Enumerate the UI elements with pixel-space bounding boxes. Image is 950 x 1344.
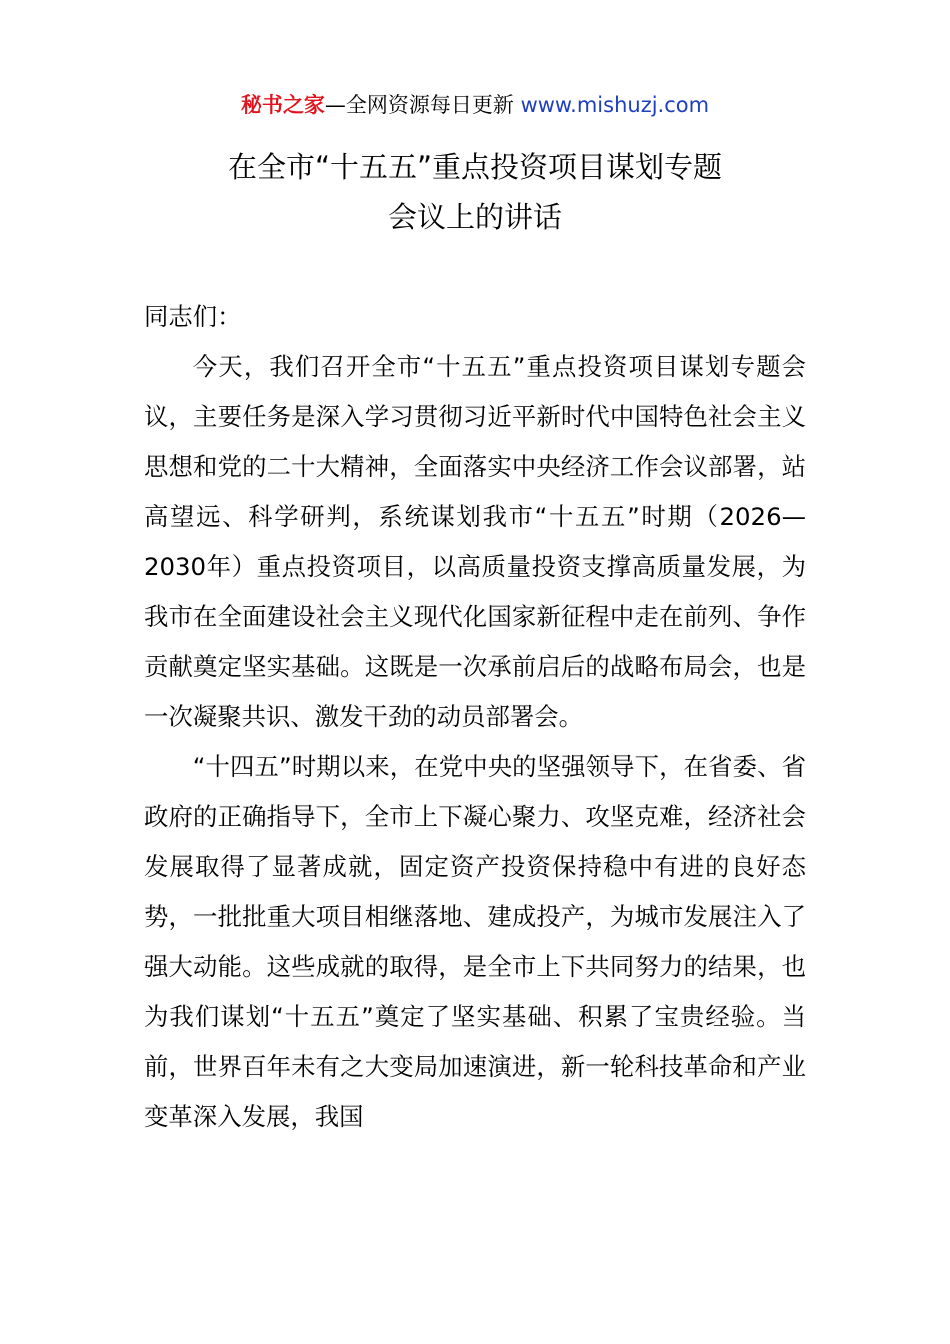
title-line-2: 会议上的讲话: [387, 200, 562, 234]
document-title: [0, 142, 950, 242]
header-tagline: —全网资源每日更新: [324, 93, 521, 117]
paragraph-2: “十四五”时期以来，在党中央的坚强领导下，在省委、省政府的正确指导下，全市上下凝心聚力、攻坚克难，经济社会发展取得了显著成就，固定资产投资保持稳中有进的良好态势，一批批重大项目相继落地、建成投产，为城市发展注入了强大动能。这些成就的取得，是全市上下共同努力的结果，也为我们谋划“十五五”奠定了坚实基础、积累了宝贵经验。当前，世界百年未有之大变局加速演进，新一轮科技革命和产业变革深入发展，我国: [144, 752, 806, 1131]
site-url-link[interactable]: www.mishuzj.com: [520, 93, 710, 117]
paragraph-1: 今天，我们召开全市“十五五”重点投资项目谋划专题会议，主要任务是深入学习贯彻习近平新时代中国特色社会主义思想和党的二十大精神，全面落实中央经济工作会议部署，站高望远、科学研判，系统谋划我市“十五五”时期（2026—2030年）重点投资项目，以高质量投资支撑高质量发展，为我市在全面建设社会主义现代化国家新征程中走在前列、争作贡献奠定坚实基础。这既是一次承前启后的战略布局会，也是一次凝聚共识、激发干劲的动员部署会。: [144, 352, 806, 731]
site-header: [0, 88, 950, 122]
salutation: 同志们：: [144, 302, 242, 331]
brand-name: 秘书之家: [240, 93, 325, 117]
title-line-1: 在全市“十五五”重点投资项目谋划专题: [227, 150, 723, 184]
document-body: [144, 292, 806, 1142]
